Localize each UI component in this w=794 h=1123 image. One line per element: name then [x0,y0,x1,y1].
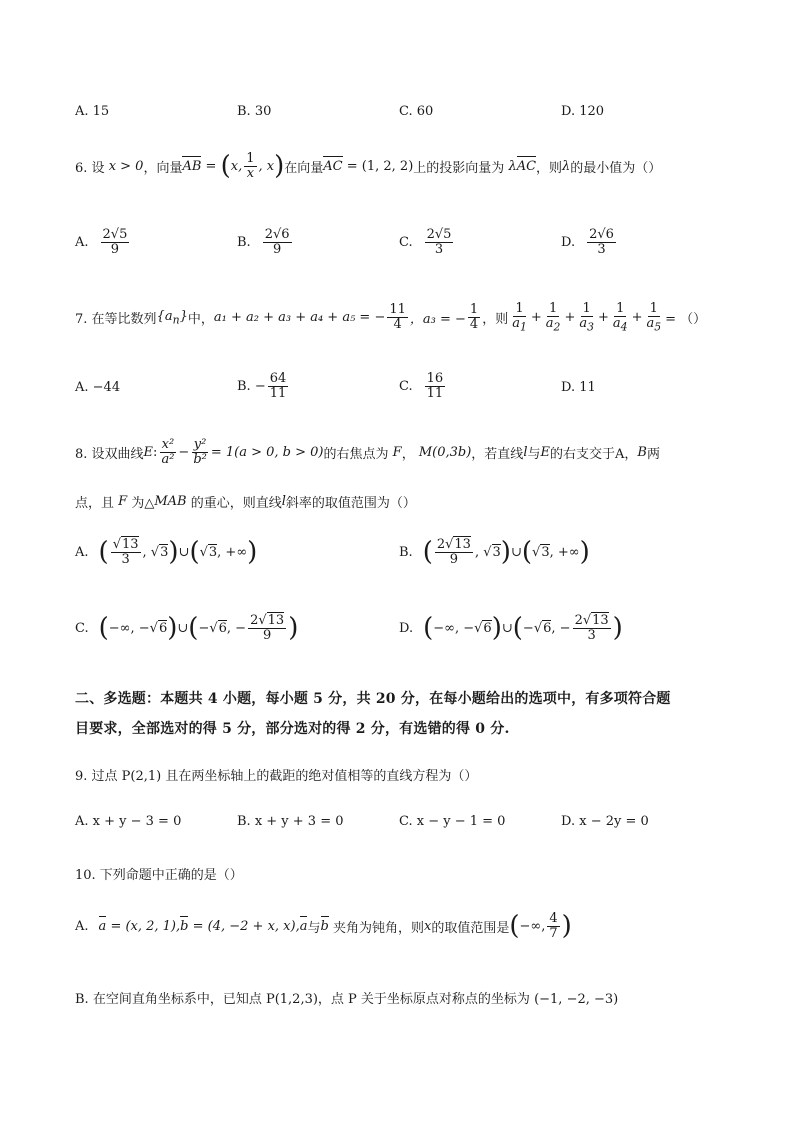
q5-option-d[interactable]: D. 120 [561,104,605,119]
q6-option-b[interactable]: B. $\frac{2√6}{9}$ [237,227,290,257]
q7-stem: 7. 在等比数列 $\{a_n\}$ 中， a₁ + a₂ + a₃ + a₄ + a₅ = − $\frac{11}{4}$ ，a₃ = − $\frac{1}{4}$ ，则 $\frac{1}{a_1}$ + $\frac{1}{a_2}$ + $\frac{1}{a_3}$ + $\frac{1}{a_4}$ + $\frac{1}{a_5}$ = （） [75,301,707,334]
q7-option-b[interactable]: B. − $\frac{64}{11}$ [237,371,287,401]
q8-option-a[interactable]: A. ( $\frac{√13}{3}$ , √ 3 ) ∪ ( √ 3 , +∞ ) [75,537,258,568]
q10-stem: 10. 下列命题中正确的是（） [75,868,243,883]
q10-option-a[interactable]: A. a = (x, 2, 1), b = (4, −2 + x, x), a 与 b 夹角为钝角，则 x 的取值范围是 ( −∞, $\frac{4}{7}$ ) [75,911,572,942]
q6-option-d[interactable]: D. $\frac{2√6}{3}$ [561,227,614,257]
q9-option-b[interactable]: B. x + y + 3 = 0 [237,814,344,829]
q9-option-c[interactable]: C. x − y − 1 = 0 [399,814,506,829]
q8-option-d[interactable]: D. ( −∞, −√ 6 ) ∪ ( −√ 6 , − $\frac{2√13}{3}$ ) [399,613,623,644]
section2-heading-line2: 目要求，全部选对的得 5 分，部分选对的得 2 分，有选错的得 0 分. [75,721,510,737]
q9-option-d[interactable]: D. x − 2y = 0 [561,814,649,829]
q8-option-b[interactable]: B. ( $\frac{2√13}{9}$ , √ 3 ) ∪ ( √ 3 , +∞ ) [399,537,590,568]
q6-option-c[interactable]: C. $\frac{2√5}{3}$ [399,227,452,257]
q10-option-b[interactable]: B. 在空间直角坐标系中，已知点 P(1,2,3)，点 P 关于坐标原点对称点的坐标为 (−1, −2, −3) [75,992,619,1007]
q7-option-a[interactable]: A. −44 [75,380,121,395]
q5-option-c[interactable]: C. 60 [399,104,434,119]
section2-heading-line1: 二、多选题：本题共 4 小题，每小题 5 分，共 20 分，在每小题给出的选项中，有多项符合题 [75,691,671,707]
q9-option-a[interactable]: A. x + y − 3 = 0 [75,814,182,829]
q9-stem: 9. 过点 P(2,1) 且在两坐标轴上的截距的绝对值相等的直线方程为（） [75,769,478,784]
q5-option-b[interactable]: B. 30 [237,104,272,119]
q7-option-d[interactable]: D. 11 [561,380,596,395]
q7-option-c[interactable]: C. $\frac{16}{11}$ [399,371,444,401]
q6-option-a[interactable]: A. $\frac{2√5}{9}$ [75,227,128,257]
q6-stem: 6. 设 x > 0 ，向量 AB = ( x, $\frac{1}{x}$ , x ) 在向量 AC = (1, 2, 2) 上的投影向量为 λ AC ，则 λ 的最小值为（） [75,151,662,182]
q8-stem-line2: 点，且 F 为△ MAB 的重心，则直线 l 斜率的取值范围为（） [75,494,416,511]
q8-option-c[interactable]: C. ( −∞, −√ 6 ) ∪ ( −√ 6 , − $\frac{2√13}{9}$ ) [75,613,299,644]
q8-stem-line1: 8. 设双曲线 E : $\frac{\text{x²}}{\text{a²}}$ − $\frac{\text{y²}}{\text{b²}}$ = 1(a > 0, b > 0) 的右焦点为 F ， M(0,3b) ，若直线 l 与 E 的右支交于A， B 两 [75,437,660,467]
q5-option-a[interactable]: A. 15 [75,104,110,119]
